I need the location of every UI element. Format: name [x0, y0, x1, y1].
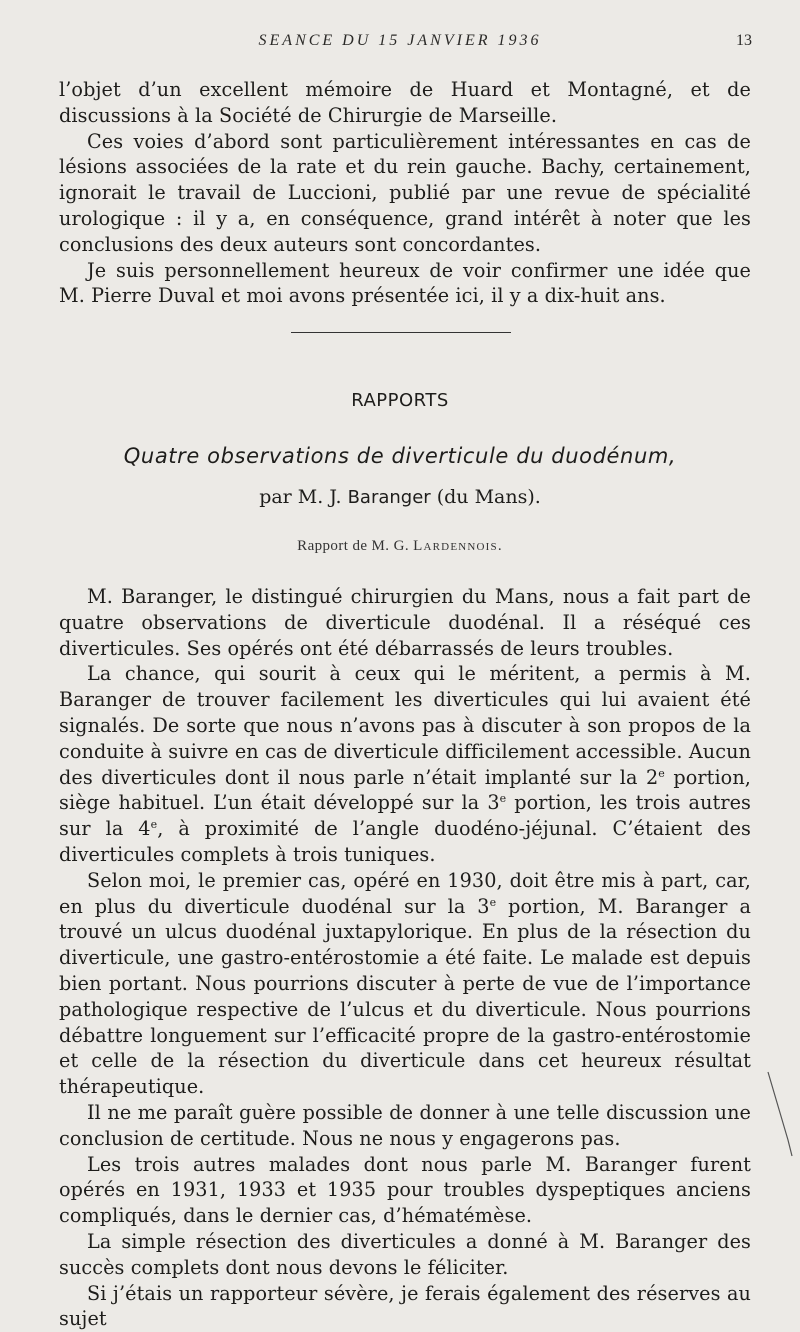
report-paragraph-3: [59, 868, 751, 1100]
text-run: Selon moi, le premier cas, opéré en 1930, doit être mis à part, car, en plus du diverticule duodénal sur la 3: [59, 868, 751, 918]
text-run: portion, siège habituel. L’un était développé sur la 3: [59, 765, 751, 815]
intro-text: [59, 77, 751, 309]
report-paragraph-4: Il ne me paraît guère possible de donner à une telle discussion une conclusion de certitude. Nous ne nous y engagerons pas.: [59, 1100, 751, 1150]
running-header: [0, 32, 800, 56]
report-paragraph-5: Les trois autres malades dont nous parle M. Baranger furent opérés en 1931, 1933 et 1935 pour troubles dyspeptiques anciens compliqués, dans le dernier cas, d’hématémèse.: [59, 1152, 751, 1228]
report-paragraph-2: [59, 661, 751, 867]
report-body: [59, 584, 751, 1332]
intro-paragraph-2: Ces voies d’abord sont particulièrement intéressantes en cas de lésions associées de la rate et du rein gauche. Bachy, certainement, ignorait le travail de Luccioni, publié par une revue de spécialité urologique : il y a, en conséquence, grand intérêt à noter que les conclusions des deux auteurs sont concordantes.: [59, 129, 751, 256]
report-author: Lardennois.: [413, 538, 503, 554]
byline-suffix: (du Mans).: [436, 486, 541, 508]
byline-prefix: par M. J.: [259, 486, 342, 508]
text-run: portion, M. Baranger a trouvé un ulcus duodénal juxtapylorique. En plus de la résection du diverticule, une gastro-entérostomie a été faite. Le malade est depuis bien portant. Nous pourrions discuter à perte de vue de l’importance pathologique respective de l’ulcus et du diverticule. Nous pourrions débattre longuement sur l’efficacité propre de la gastro-entérostomie et celle de la résection du diverticule dans cet heureux résultat thérapeutique.: [59, 894, 751, 1099]
margin-pencil-mark: [766, 1070, 796, 1160]
report-attribution: [0, 538, 800, 555]
superscript: e: [489, 895, 497, 909]
text-run: , à proximité de l’angle duodéno-jéjunal. C’étaient des diverticules complets à trois tuniques.: [59, 817, 751, 866]
text-run: portion, les trois autres sur la 4: [59, 791, 752, 841]
section-divider: [291, 332, 511, 333]
report-paragraph-1: M. Baranger, le distingué chirurgien du Mans, nous a fait part de quatre observations de diverticule duodénal. Il a réséqué ces diverticules. Ses opérés ont été débarrassés de leurs troubles.: [59, 585, 751, 660]
report-prefix: Rapport de M. G.: [297, 538, 409, 554]
superscript: e: [150, 818, 158, 832]
report-paragraph-6: La simple résection des diverticules a donné à M. Baranger des succès complets dont nous devons le féliciter.: [59, 1229, 751, 1279]
byline-author: Baranger: [347, 487, 431, 508]
article-title: Quatre observations de diverticule du duodénum,: [123, 444, 677, 468]
header-title: SEANCE DU 15 JANVIER 1936: [258, 32, 542, 49]
intro-paragraph-3: Je suis personnellement heureux de voir confirmer une idée que M. Pierre Duval et moi avons présentée ici, il y a dix-huit ans.: [59, 258, 751, 308]
byline: [0, 486, 800, 508]
superscript: e: [499, 792, 507, 806]
section-heading: RAPPORTS: [351, 390, 449, 411]
intro-paragraph-1: l’objet d’un excellent mémoire de Huard et Montagné, et de discussions à la Société de Chirurgie de Marseille.: [59, 78, 751, 127]
text-run: La chance, qui sourit à ceux qui le méritent, a permis à M. Baranger de trouver facilement les diverticules qui lui avaient été signalés. De sorte que nous n’avons pas à discuter à son propos de la conduite à suivre en cas de diverticule difficilement accessible. Aucun des diverticules dont il nous parle n’était implanté sur la 2: [59, 662, 751, 789]
superscript: e: [658, 766, 665, 780]
report-paragraph-7: Si j’étais un rapporteur sévère, je ferais également des réserves au sujet: [59, 1281, 751, 1331]
page-number: 13: [736, 32, 752, 49]
